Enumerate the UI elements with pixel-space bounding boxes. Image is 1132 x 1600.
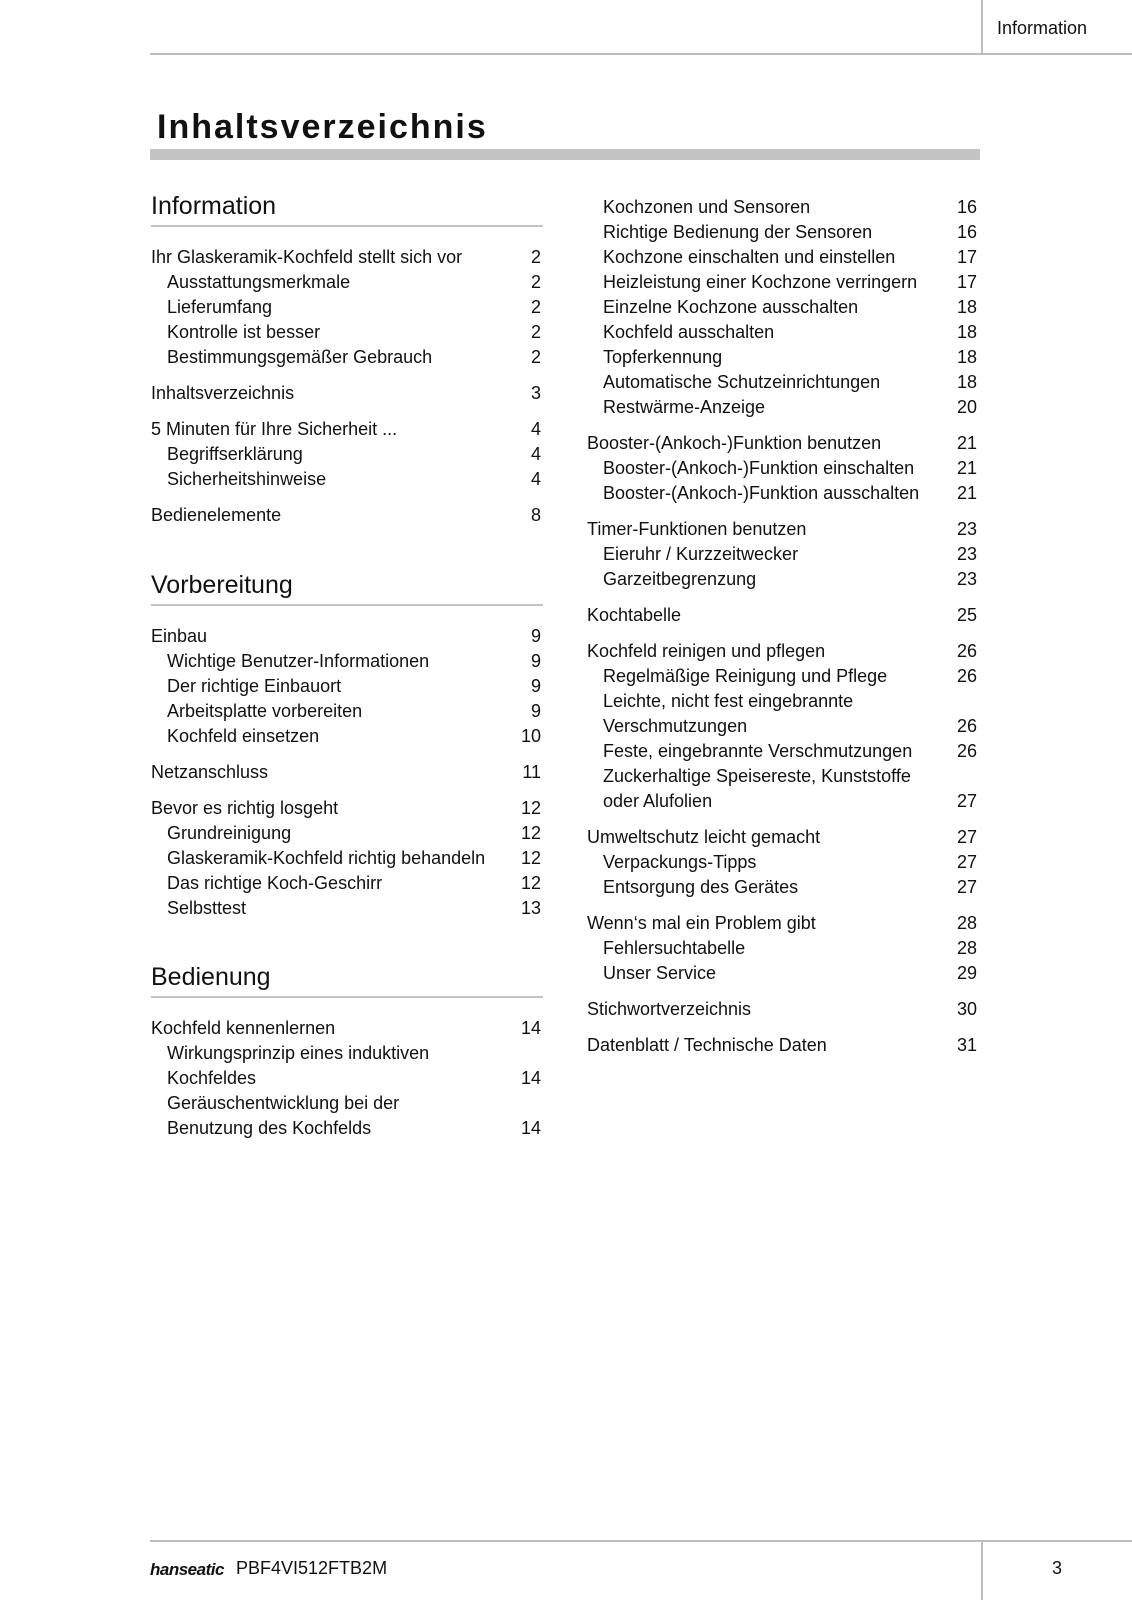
toc-entry-text: Geräuschentwicklung bei der xyxy=(167,1093,400,1113)
toc-entry-page: 17 xyxy=(956,272,977,292)
toc-entry-page: 31 xyxy=(956,1035,977,1055)
toc-entry[interactable] xyxy=(603,456,977,481)
toc-entry-page: 3 xyxy=(530,383,541,403)
toc-entry[interactable] xyxy=(167,1066,541,1091)
toc-entry[interactable] xyxy=(603,481,977,506)
toc-entry-page: 28 xyxy=(956,938,977,958)
toc-entry-page: 26 xyxy=(956,666,977,686)
toc-entry-page: 18 xyxy=(956,297,977,317)
toc-entry[interactable] xyxy=(603,245,977,270)
toc-entry-text: Fehlersuchtabelle xyxy=(603,938,746,958)
toc-entry-page: 12 xyxy=(520,823,541,843)
toc-entry[interactable] xyxy=(587,517,977,542)
toc-entry-page: 9 xyxy=(530,701,541,721)
toc-entry-text: Regelmäßige Reinigung und Pflege xyxy=(603,666,888,686)
toc-entry[interactable] xyxy=(587,911,977,936)
toc-entry[interactable] xyxy=(151,503,541,528)
toc-entry-page: 27 xyxy=(956,852,977,872)
toc-entry-page: 2 xyxy=(530,297,541,317)
toc-entry-text: Bedienelemente xyxy=(151,505,282,525)
toc-entry-page: 17 xyxy=(956,247,977,267)
toc-entry-text: Lieferumfang xyxy=(167,297,273,317)
toc-entry-text: Garzeitbegrenzung xyxy=(603,569,757,589)
toc-entry-page: 9 xyxy=(530,676,541,696)
toc-entry-text: Wichtige Benutzer-Informationen xyxy=(167,651,430,671)
model-number: PBF4VI512FTB2M xyxy=(236,1558,388,1578)
toc-entry[interactable] xyxy=(167,649,541,674)
toc-entry-text: Verschmutzungen xyxy=(603,716,748,736)
toc-entry-text: Das richtige Koch-Geschirr xyxy=(167,873,383,893)
toc-entry-text: Wenn‘s mal ein Problem gibt xyxy=(587,913,816,933)
toc-entry[interactable] xyxy=(167,320,541,345)
footer-divider xyxy=(981,1540,983,1600)
toc-entry-text: Booster-(Ankoch-)Funktion benutzen xyxy=(587,433,882,453)
footer-rule xyxy=(150,1540,1132,1542)
toc-entry-page: 27 xyxy=(956,877,977,897)
toc-entry-page: 27 xyxy=(956,827,977,847)
toc-entry-text: Richtige Bedienung der Sensoren xyxy=(603,222,873,242)
toc-entry-text: Der richtige Einbauort xyxy=(167,676,342,696)
toc-entry-page: 26 xyxy=(956,641,977,661)
toc-entry-page: 28 xyxy=(956,913,977,933)
toc-entry[interactable] xyxy=(603,395,977,420)
toc-entry-text: Kochfeldes xyxy=(167,1068,257,1088)
toc-entry-text: Netzanschluss xyxy=(151,762,269,782)
toc-entry[interactable] xyxy=(603,664,977,689)
toc-entry[interactable] xyxy=(167,270,541,295)
toc-entry-text: Bestimmungsgemäßer Gebrauch xyxy=(167,347,433,367)
toc-entry[interactable] xyxy=(603,789,977,814)
toc-entry[interactable] xyxy=(603,714,977,739)
toc-entry-page: 21 xyxy=(956,458,977,478)
toc-entry-text: Selbsttest xyxy=(167,898,247,918)
toc-entry[interactable] xyxy=(603,320,977,345)
toc-entry[interactable] xyxy=(167,896,541,921)
toc-entry-text: 5 Minuten für Ihre Sicherheit ... xyxy=(151,419,398,439)
toc-entry[interactable] xyxy=(167,1091,541,1116)
toc-entry-text: Feste, eingebrannte Verschmutzungen xyxy=(603,741,913,761)
toc-entry-text: Kontrolle ist besser xyxy=(167,322,321,342)
toc-entry-text: Kochzonen und Sensoren xyxy=(603,197,811,217)
brand-logo: hanseatic xyxy=(150,1560,224,1579)
toc-entry-text: Wirkungsprinzip eines induktiven xyxy=(167,1043,430,1063)
toc-entry-text: Kochzone einschalten und einstellen xyxy=(603,247,896,267)
toc-entry-page: 2 xyxy=(530,347,541,367)
toc-entry[interactable] xyxy=(587,603,977,628)
toc-entry-page: 21 xyxy=(956,433,977,453)
toc-entry-page: 14 xyxy=(520,1118,541,1138)
toc-entry[interactable] xyxy=(603,220,977,245)
header-section-label: Information xyxy=(997,18,1088,38)
toc-entry-page: 23 xyxy=(956,544,977,564)
toc-entry-text: Kochfeld reinigen und pflegen xyxy=(587,641,826,661)
toc-entry[interactable] xyxy=(167,295,541,320)
toc-entry[interactable] xyxy=(603,195,977,220)
toc-entry[interactable] xyxy=(151,760,541,785)
toc-entry-text: Kochtabelle xyxy=(587,605,682,625)
header-divider xyxy=(981,0,983,54)
toc-entry-page: 2 xyxy=(530,272,541,292)
section-heading-information: Information xyxy=(151,192,543,227)
toc-entry[interactable] xyxy=(603,270,977,295)
toc-entry-text: Begriffserklärung xyxy=(167,444,303,464)
toc-entry-page: 12 xyxy=(520,798,541,818)
toc-entry-text: Verpackungs-Tipps xyxy=(603,852,757,872)
toc-entry[interactable] xyxy=(603,936,977,961)
toc-entry-page: 27 xyxy=(956,791,977,811)
toc-entry-page: 20 xyxy=(956,397,977,417)
toc-entry-page: 11 xyxy=(522,762,541,782)
toc-entry-page: 14 xyxy=(520,1018,541,1038)
toc-entry-page: 26 xyxy=(956,716,977,736)
toc-entry-text: Eieruhr / Kurzzeitwecker xyxy=(603,544,799,564)
toc-entry[interactable] xyxy=(151,796,541,821)
toc-entry[interactable] xyxy=(603,542,977,567)
page-title: Inhaltsverzeichnis xyxy=(157,108,488,146)
toc-entry[interactable] xyxy=(167,674,541,699)
toc-entry-page: 14 xyxy=(520,1068,541,1088)
toc-entry[interactable] xyxy=(167,724,541,749)
toc-entry-text: Zuckerhaltige Speisereste, Kunststoffe xyxy=(603,766,911,786)
toc-entry-page: 29 xyxy=(956,963,977,983)
toc-entry-page: 16 xyxy=(956,222,977,242)
toc-entry[interactable] xyxy=(167,821,541,846)
toc-entry[interactable] xyxy=(587,997,977,1022)
toc-entry-text: Bevor es richtig losgeht xyxy=(151,798,339,818)
toc-entry-page: 2 xyxy=(530,247,541,267)
toc-entry-page: 13 xyxy=(520,898,541,918)
toc-entry-page: 8 xyxy=(530,505,541,525)
toc-entry[interactable] xyxy=(151,1016,541,1041)
toc-entry-text: Kochfeld einsetzen xyxy=(167,726,320,746)
toc-entry-text: Automatische Schutzeinrichtungen xyxy=(603,372,881,392)
toc-entry[interactable] xyxy=(603,850,977,875)
toc-entry[interactable] xyxy=(151,417,541,442)
toc-entry-text: Ihr Glaskeramik-Kochfeld stellt sich vor xyxy=(151,247,463,267)
toc-entry-page: 16 xyxy=(956,197,977,217)
toc-entry[interactable] xyxy=(603,295,977,320)
toc-entry-page: 12 xyxy=(520,848,541,868)
toc-entry[interactable] xyxy=(151,245,541,270)
toc-entry-page: 18 xyxy=(956,372,977,392)
toc-entry[interactable] xyxy=(603,370,977,395)
toc-entry[interactable] xyxy=(587,639,977,664)
toc-entry-text: oder Alufolien xyxy=(603,791,713,811)
toc-entry-page: 9 xyxy=(530,651,541,671)
toc-entry-text: Stichwortverzeichnis xyxy=(587,999,752,1019)
toc-entry[interactable] xyxy=(603,764,977,789)
toc-entry-text: Grundreinigung xyxy=(167,823,292,843)
toc-entry-page: 23 xyxy=(956,569,977,589)
toc-entry-text: Benutzung des Kochfelds xyxy=(167,1118,372,1138)
toc-entry-text: Booster-(Ankoch-)Funktion ausschalten xyxy=(603,483,920,503)
toc-entry[interactable] xyxy=(167,442,541,467)
toc-entry-text: Einbau xyxy=(151,626,208,646)
toc-entry[interactable] xyxy=(603,961,977,986)
toc-entry-page: 26 xyxy=(956,741,977,761)
toc-entry[interactable] xyxy=(167,467,541,492)
toc-entry-text: Inhaltsverzeichnis xyxy=(151,383,295,403)
toc-entry[interactable] xyxy=(167,871,541,896)
toc-entry-text: Timer-Funktionen benutzen xyxy=(587,519,807,539)
toc-entry-page: 23 xyxy=(956,519,977,539)
toc-entry-text: Restwärme-Anzeige xyxy=(603,397,766,417)
toc-entry[interactable] xyxy=(587,1033,977,1058)
toc-entry-text: Arbeitsplatte vorbereiten xyxy=(167,701,363,721)
toc-entry[interactable] xyxy=(603,739,977,764)
toc-entry[interactable] xyxy=(167,345,541,370)
toc-entry[interactable] xyxy=(587,431,977,456)
toc-entry-text: Einzelne Kochzone ausschalten xyxy=(603,297,859,317)
toc-entry-text: Unser Service xyxy=(603,963,717,983)
toc-entry[interactable] xyxy=(587,825,977,850)
toc-entry[interactable] xyxy=(151,381,541,406)
toc-entry[interactable] xyxy=(603,689,977,714)
toc-entry-text: Leichte, nicht fest eingebrannte xyxy=(603,691,854,711)
toc-entry[interactable] xyxy=(167,699,541,724)
toc-entry[interactable] xyxy=(151,624,541,649)
toc-entry-text: Ausstattungsmerkmale xyxy=(167,272,351,292)
toc-entry-page: 10 xyxy=(520,726,541,746)
toc-entry-page: 4 xyxy=(530,469,541,489)
toc-entry-page: 4 xyxy=(530,444,541,464)
toc-entry-page: 12 xyxy=(520,873,541,893)
toc-entry-text: Kochfeld kennenlernen xyxy=(151,1018,336,1038)
toc-entry-text: Entsorgung des Gerätes xyxy=(603,877,799,897)
section-heading-vorbereitung: Vorbereitung xyxy=(151,571,543,606)
toc-entry[interactable] xyxy=(167,1041,541,1066)
toc-entry-page: 18 xyxy=(956,347,977,367)
toc-entry-page: 18 xyxy=(956,322,977,342)
toc-entry[interactable] xyxy=(603,567,977,592)
toc-entry-page: 30 xyxy=(956,999,977,1019)
toc-entry-page: 9 xyxy=(530,626,541,646)
toc-entry-text: Booster-(Ankoch-)Funktion einschalten xyxy=(603,458,915,478)
toc-entry-text: Umweltschutz leicht gemacht xyxy=(587,827,821,847)
toc-entry-text: Glaskeramik-Kochfeld richtig behandeln xyxy=(167,848,486,868)
toc-entry-text: Kochfeld ausschalten xyxy=(603,322,775,342)
page-number: 3 xyxy=(1052,1558,1063,1578)
toc-entry-page: 25 xyxy=(956,605,977,625)
toc-entry-text: Heizleistung einer Kochzone verringern xyxy=(603,272,918,292)
toc-entry[interactable] xyxy=(167,1116,541,1141)
header-rule xyxy=(150,53,1132,55)
toc-entry-text: Sicherheitshinweise xyxy=(167,469,327,489)
toc-entry-page: 2 xyxy=(530,322,541,342)
toc-entry[interactable] xyxy=(603,875,977,900)
toc-entry-text: Datenblatt / Technische Daten xyxy=(587,1035,827,1055)
toc-entry[interactable] xyxy=(167,846,541,871)
toc-entry-page: 4 xyxy=(530,419,541,439)
toc-entry-text: Topferkennung xyxy=(603,347,723,367)
section-heading-bedienung: Bedienung xyxy=(151,963,543,998)
toc-entry[interactable] xyxy=(603,345,977,370)
toc-entry-page: 21 xyxy=(956,483,977,503)
title-bar xyxy=(150,149,980,160)
